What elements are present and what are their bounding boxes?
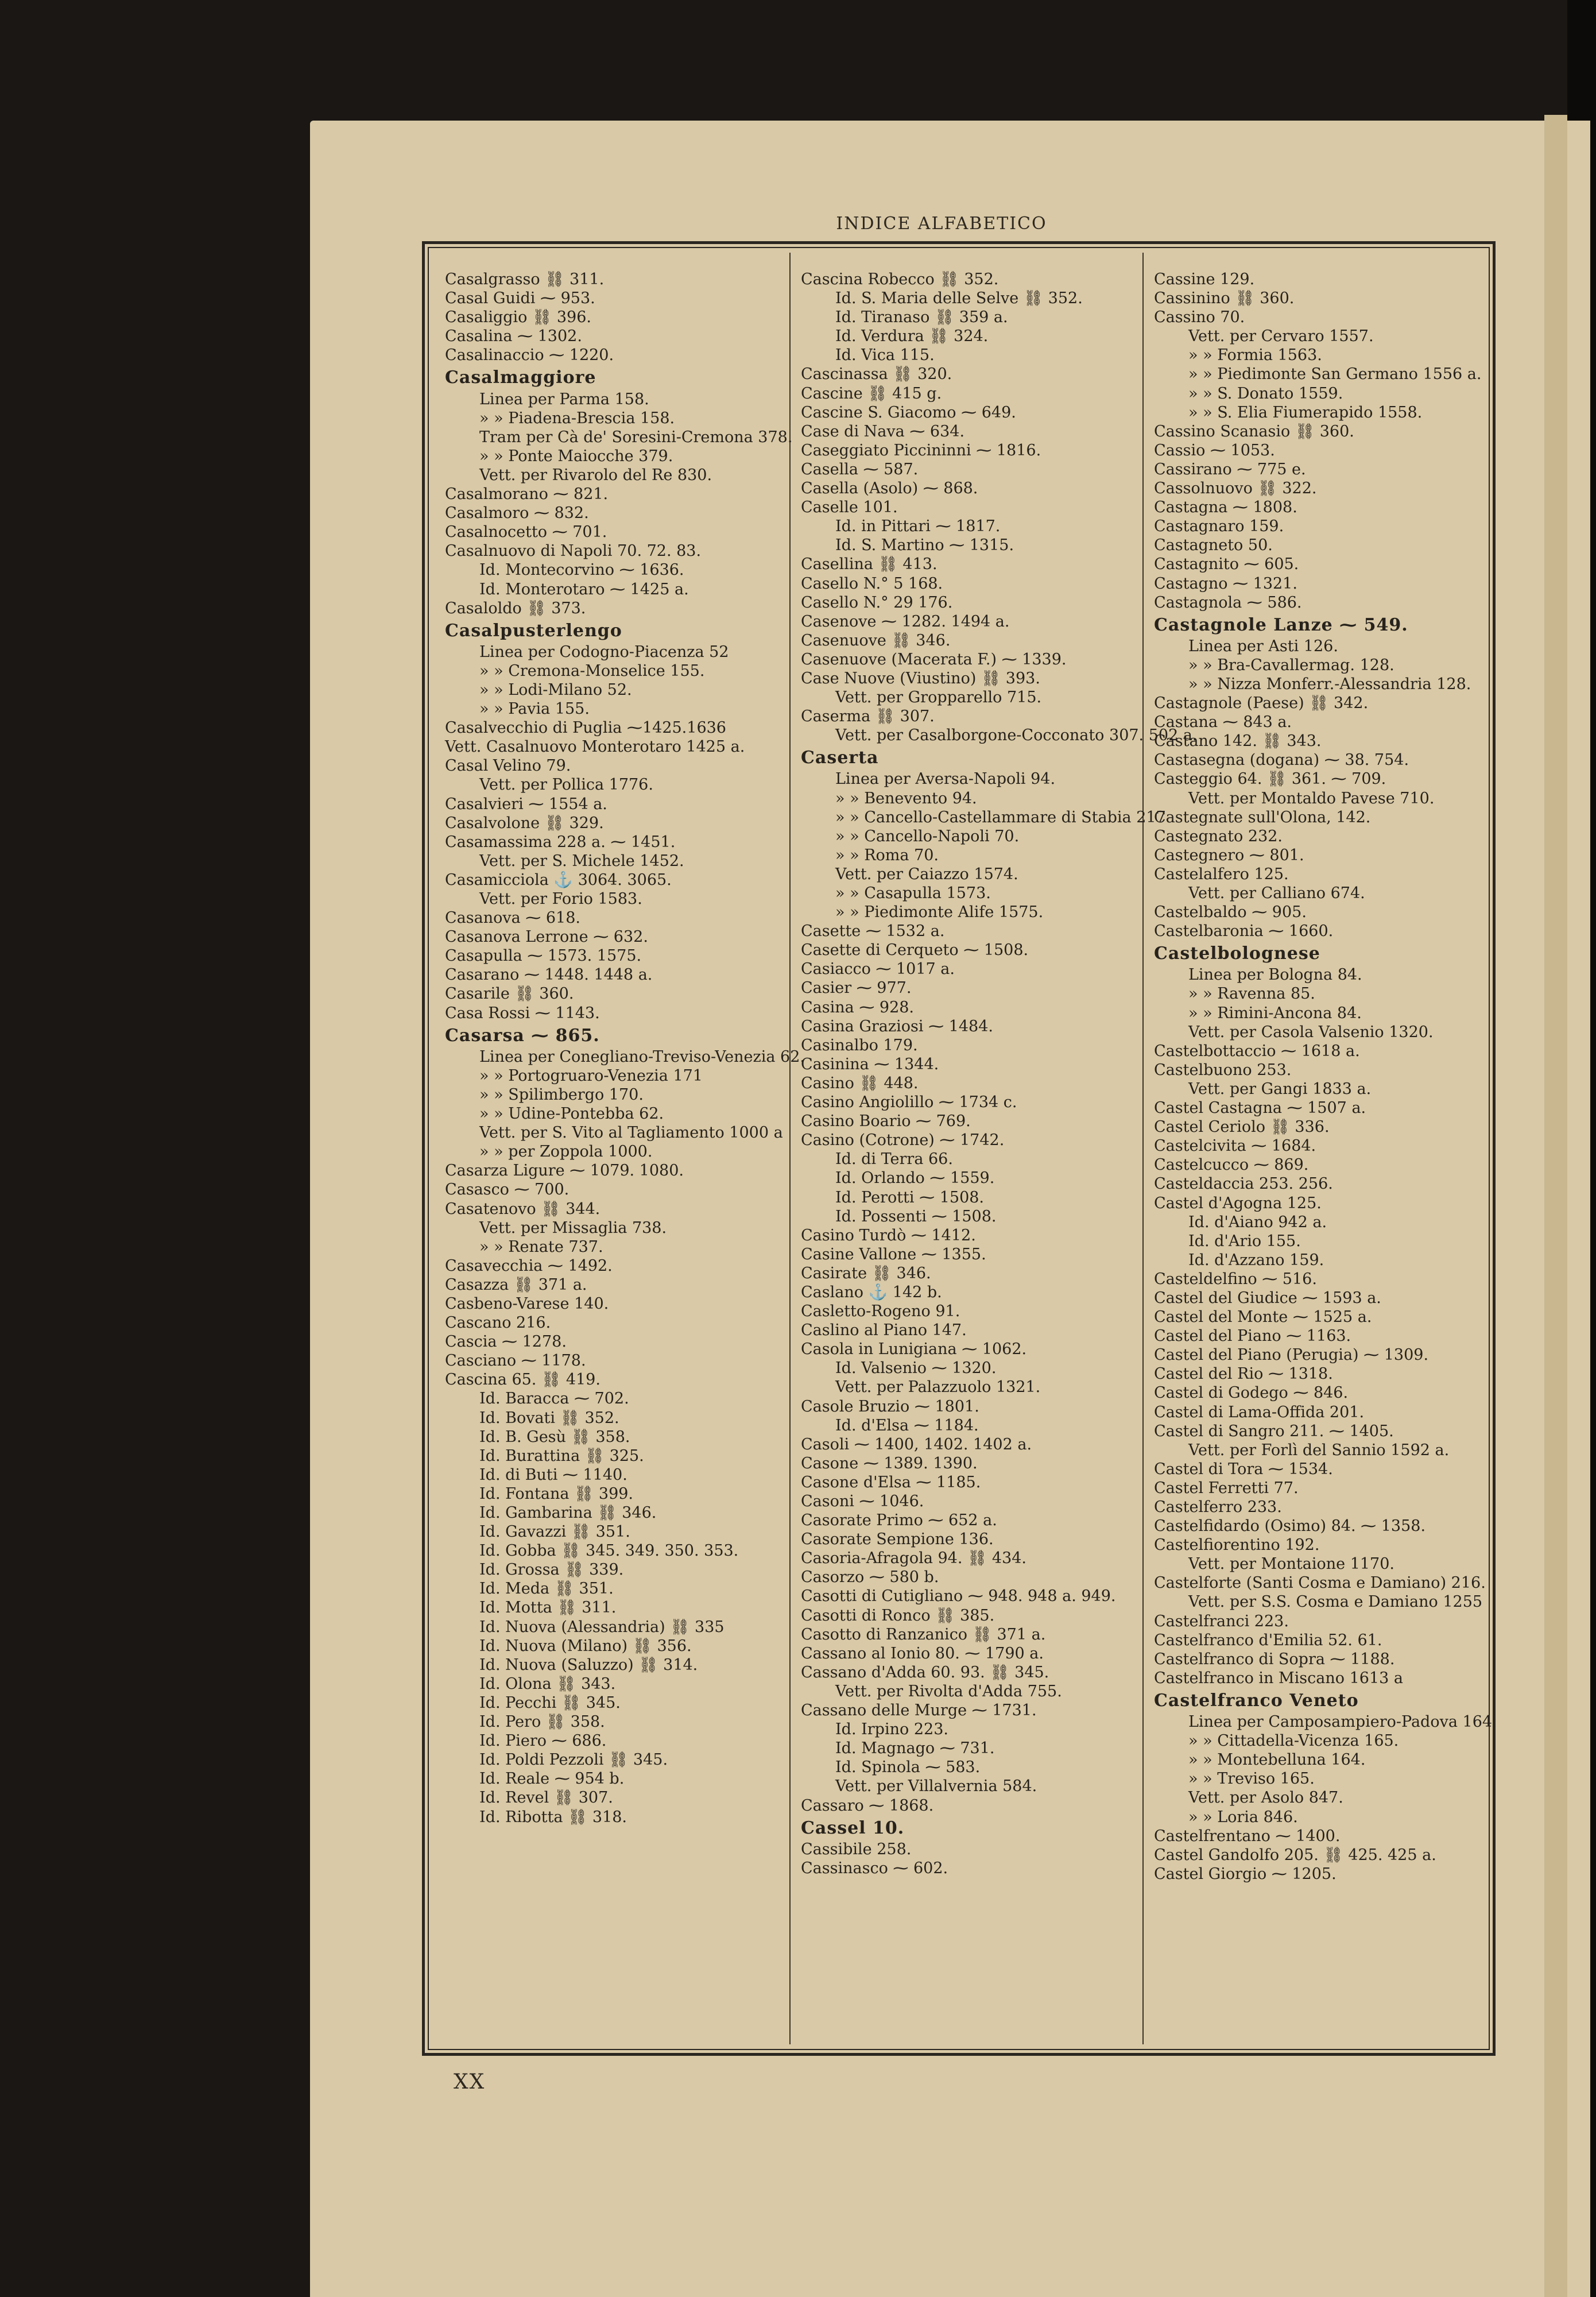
index-entry: Cassano d'Adda 60. 93. ⛓ 345. [801,1663,1049,1681]
index-entry: Id. Possenti ⁓ 1508. [835,1207,997,1225]
index-entry: Casazza ⛓ 371 a. [445,1275,587,1294]
index-entry: Id. Nuova (Milano) ⛓ 356. [479,1637,692,1655]
index-entry: Vett. per Montaione 1170. [1188,1555,1394,1573]
index-heading: Castelfranco Veneto [1154,1690,1359,1711]
index-entry: » » Cancello-Napoli 70. [835,827,1020,845]
index-entry: Id. Gobba ⛓ 345. 349. 350. 353. [479,1542,739,1560]
index-entry: Caslano ⚓ 142 b. [801,1283,942,1301]
index-entry: Linea per Parma 158. [479,390,649,408]
index-entry: Casinina ⁓ 1344. [801,1055,939,1073]
index-entry: Caselle 101. [801,498,898,517]
index-entry: » » Spilimbergo 170. [479,1085,644,1104]
index-entry: Cascinassa ⛓ 320. [801,365,952,384]
index-entry: Id. Magnago ⁓ 731. [835,1739,995,1758]
index-entry: Id. di Buti ⁓ 1140. [479,1465,627,1484]
index-entry: Casanova Lerrone ⁓ 632. [445,928,648,946]
index-entry: Id. d'Elsa ⁓ 1184. [835,1416,979,1434]
index-entry: Castegnato 232. [1154,827,1283,845]
index-entry: Casasco ⁓ 700. [445,1181,570,1199]
index-entry: Castana ⁓ 843 a. [1154,713,1292,732]
index-entry: Casaliggio ⛓ 396. [445,308,591,327]
index-entry: » » Benevento 94. [835,789,977,807]
index-entry: Casino Turdò ⁓ 1412. [801,1226,976,1244]
index-entry: Castel del Monte ⁓ 1525 a. [1154,1308,1372,1327]
index-entry: Castel Gandolfo 205. ⛓ 425. 425 a. [1154,1846,1436,1864]
index-entry: Id. Pecchi ⛓ 345. [479,1693,621,1712]
index-entry: Casone ⁓ 1389. 1390. [801,1454,978,1472]
index-entry: Castel Ceriolo ⛓ 336. [1154,1118,1330,1136]
index-entry: Casalnocetto ⁓ 701. [445,523,607,542]
index-entry: Casina Graziosi ⁓ 1484. [801,1017,993,1035]
index-entry: Casola in Lunigiana ⁓ 1062. [801,1340,1027,1359]
index-entry: Casamicciola ⚓ 3064. 3065. [445,871,672,889]
index-entry: Casette ⁓ 1532 a. [801,922,945,941]
index-entry: Vett. per Gangi 1833 a. [1188,1080,1372,1098]
index-entry: Cassio ⁓ 1053. [1154,441,1275,459]
index-entry: » » Lodi-Milano 52. [479,680,632,699]
index-entry: Casanova ⁓ 618. [445,909,580,927]
index-entry: » » S. Donato 1559. [1188,384,1343,403]
index-entry: Castasegna (dogana) ⁓ 38. 754. [1154,751,1409,769]
index-entry: Id. Verdura ⛓ 324. [835,327,989,346]
index-entry: Vett. per Calliano 674. [1188,884,1365,902]
index-entry: Castelcivita ⁓ 1684. [1154,1137,1316,1155]
index-entry: Casamassima 228 a. ⁓ 1451. [445,833,676,851]
index-entry: Vett. per Missaglia 738. [479,1219,667,1237]
index-entry: Castelfranco d'Emilia 52. 61. [1154,1631,1382,1649]
index-entry: Linea per Bologna 84. [1188,966,1362,984]
index-entry: Casiacco ⁓ 1017 a. [801,960,955,979]
index-entry: Casellina ⛓ 413. [801,555,938,574]
index-entry: Id. Gavazzi ⛓ 351. [479,1523,630,1541]
index-entry: Castel di Godego ⁓ 846. [1154,1384,1349,1402]
index-entry: Castelbottaccio ⁓ 1618 a. [1154,1042,1360,1060]
index-entry: Casarile ⛓ 360. [445,985,574,1003]
index-entry: Casal Guidi ⁓ 953. [445,289,595,308]
index-entry: Casalmorano ⁓ 821. [445,485,609,504]
index-entry: Cassinasco ⁓ 602. [801,1859,948,1877]
index-entry: Vett. per Cervaro 1557. [1188,327,1374,346]
index-entry: Castagno ⁓ 1321. [1154,574,1297,593]
index-entry: Castelfranco di Sopra ⁓ 1188. [1154,1650,1395,1668]
index-entry: Id. d'Azzano 159. [1188,1251,1324,1269]
index-entry: Casteggio 64. ⛓ 361. ⁓ 709. [1154,770,1386,788]
index-entry: Id. Vica 115. [835,346,935,365]
index-entry: Id. in Pittari ⁓ 1817. [835,517,1001,536]
index-entry: Castegnero ⁓ 801. [1154,846,1304,864]
index-entry: Castel di Tora ⁓ 1534. [1154,1460,1333,1478]
index-entry: Linea per Aversa-Napoli 94. [835,770,1056,788]
index-entry: Cassolnuovo ⛓ 322. [1154,479,1317,498]
index-entry: Casalvecchio di Puglia ⁓1425.1636 [445,719,726,737]
index-entry: Casenuove ⛓ 346. [801,631,951,649]
index-entry: Linea per Asti 126. [1188,637,1338,655]
index-entry: Casotti di Ronco ⛓ 385. [801,1606,995,1625]
index-entry: » » Formia 1563. [1188,346,1322,365]
index-entry: Castelbuono 253. [1154,1061,1292,1079]
index-entry: Id. Orlando ⁓ 1559. [835,1169,995,1188]
index-entry: Linea per Conegliano-Treviso-Venezia 62. [479,1047,805,1066]
index-entry: Id. Pero ⛓ 358. [479,1713,605,1731]
page-folio: XX [454,2070,486,2094]
index-entry: Casalinaccio ⁓ 1220. [445,346,614,365]
index-entry: Id. Nuova (Saluzzo) ⛓ 314. [479,1656,698,1674]
index-entry: Cassano al Ionio 80. ⁓ 1790 a. [801,1644,1044,1662]
index-entry: Castel d'Agogna 125. [1154,1194,1322,1212]
index-entry: » » Casapulla 1573. [835,884,991,902]
index-entry: Casciano ⁓ 1178. [445,1352,586,1370]
index-entry: Vett. per Montaldo Pavese 710. [1188,789,1435,807]
index-entry: » » per Zoppola 1000. [479,1143,653,1161]
index-entry: Castelfiorentino 192. [1154,1536,1320,1554]
index-entry: Id. Tiranaso ⛓ 359 a. [835,308,1008,327]
index-entry: Casorate Sempione 136. [801,1530,994,1549]
index-entry: Vett. per Asolo 847. [1188,1789,1343,1807]
index-entry: » » Ravenna 85. [1188,985,1315,1003]
page-header: INDICE ALFABETICO [836,214,1047,234]
index-heading: Caserta [801,748,879,768]
index-entry: Castano 142. ⛓ 343. [1154,732,1322,751]
index-entry: Vett. per S. Michele 1452. [479,852,684,870]
index-entry: Castelforte (Santi Cosma e Damiano) 216. [1154,1574,1486,1592]
index-entry: Casteldaccia 253. 256. [1154,1175,1333,1193]
index-entry: Castel del Giudice ⁓ 1593 a. [1154,1289,1381,1307]
index-entry: Id. Grossa ⛓ 339. [479,1561,624,1579]
page-inner-edge [1544,115,1567,2297]
index-entry: Castel Ferretti 77. [1154,1479,1299,1497]
index-entry: Id. Motta ⛓ 311. [479,1599,617,1617]
index-entry: » » Ponte Maiocche 379. [479,447,673,465]
index-entry: Castagnaro 159. [1154,517,1284,536]
index-entry: Casapulla ⁓ 1573. 1575. [445,947,642,965]
index-entry: Casinalbo 179. [801,1036,918,1054]
index-entry: Castagna ⁓ 1808. [1154,498,1297,517]
index-entry: Castelfranci 223. [1154,1612,1289,1630]
index-entry: » » Bra-Cavallermag. 128. [1188,656,1394,674]
index-entry: Id. Revel ⛓ 307. [479,1789,613,1807]
index-entry: Vett. per Pollica 1776. [479,776,653,794]
index-column-1 [445,270,805,2039]
index-entry: Casorate Primo ⁓ 652 a. [801,1511,997,1530]
index-entry: Casino ⛓ 448. [801,1074,919,1092]
index-entry: Casole Bruzio ⁓ 1801. [801,1397,979,1416]
index-entry: Id. S. Martino ⁓ 1315. [835,536,1014,555]
index-entry: » » Pavia 155. [479,700,590,718]
index-entry: Casalgrasso ⛓ 311. [445,270,605,288]
index-entry: Cassirano ⁓ 775 e. [1154,460,1306,478]
index-entry: Casotto di Ranzanico ⛓ 371 a. [801,1625,1046,1644]
index-entry: Vett. per S.S. Cosma e Damiano 1255 [1188,1593,1483,1611]
index-entry: Casalvolone ⛓ 329. [445,814,604,832]
index-entry: » » Treviso 165. [1188,1770,1315,1788]
index-entry: Id. d'Aiano 942 a. [1188,1213,1327,1231]
index-entry: Casoni ⁓ 1046. [801,1492,924,1510]
index-entry: » » Udine-Pontebba 62. [479,1105,664,1123]
index-entry: Casino (Cotrone) ⁓ 1742. [801,1131,1005,1150]
index-heading: Castelbolognese [1154,943,1320,964]
index-entry: Id. Bovati ⛓ 352. [479,1409,619,1427]
index-entry: Id. Perotti ⁓ 1508. [835,1188,985,1206]
index-entry: » » Rimini-Ancona 84. [1188,1004,1362,1022]
index-entry: Cassine 129. [1154,270,1255,288]
index-heading: Castagnole Lanze ⁓ 549. [1154,614,1408,635]
index-entry: Id. Olona ⛓ 343. [479,1675,616,1693]
index-entry: Castegnate sull'Olona, 142. [1154,808,1371,826]
index-entry: Castel di Lama-Offida 201. [1154,1403,1365,1421]
index-entry: Id. Meda ⛓ 351. [479,1580,614,1598]
column-separator [789,253,791,2044]
index-entry: Casal Velino 79. [445,757,571,775]
index-entry: Id. Poldi Pezzoli ⛓ 345. [479,1751,668,1769]
index-entry: Casina ⁓ 928. [801,998,915,1016]
index-entry: Casier ⁓ 977. [801,979,912,997]
index-entry: Castelfidardo (Osimo) 84. ⁓ 1358. [1154,1517,1426,1536]
index-entry: Casalvieri ⁓ 1554 a. [445,795,607,813]
index-entry: Casalnuovo di Napoli 70. 72. 83. [445,542,702,560]
index-heading: Casalpusterlengo [445,620,622,641]
index-entry: Vett. per Casalborgone-Cocconato 307. 502 a. [835,726,1198,745]
index-entry: » » Cancello-Castellammare di Stabia 217 [835,808,1166,826]
index-entry: Castelalfero 125. [1154,865,1289,883]
index-entry: » » Renate 737. [479,1238,603,1256]
index-entry: Casino Angiolillo ⁓ 1734 c. [801,1093,1017,1112]
index-entry: Cassibile 258. [801,1840,912,1858]
index-entry: Castel Castagna ⁓ 1507 a. [1154,1099,1366,1117]
index-entry: Id. Piero ⁓ 686. [479,1732,607,1750]
index-entry: Vett. per Villalvernia 584. [835,1777,1037,1796]
index-entry: Id. Reale ⁓ 954 b. [479,1770,625,1788]
index-entry: Casenove ⁓ 1282. 1494 a. [801,612,1010,631]
index-entry: Casello N.° 5 168. [801,574,943,593]
index-entry: Castagnola ⁓ 586. [1154,593,1302,612]
index-entry: Casa Rossi ⁓ 1143. [445,1004,600,1022]
index-entry: Castel del Rio ⁓ 1318. [1154,1365,1333,1383]
index-entry: Id. Spinola ⁓ 583. [835,1758,981,1777]
index-entry: Id. di Terra 66. [835,1150,953,1169]
index-entry: Casbeno-Varese 140. [445,1294,609,1313]
index-entry: Id. Montecorvino ⁓ 1636. [479,561,684,579]
index-entry: Id. Monterotaro ⁓ 1425 a. [479,580,689,598]
index-entry: Castagneto 50. [1154,536,1273,555]
index-entry: Casoria-Afragola 94. ⛓ 434. [801,1549,1027,1568]
index-entry: Id. Burattina ⛓ 325. [479,1447,644,1465]
index-entry: Vett. per Gropparello 715. [835,689,1042,707]
index-heading: Casarsa ⁓ 865. [445,1025,600,1046]
index-entry: Vett. per Casola Valsenio 1320. [1188,1023,1434,1041]
index-entry: Casarano ⁓ 1448. 1448 a. [445,966,653,984]
index-entry: Casavecchia ⁓ 1492. [445,1256,613,1275]
index-entry: Id. Irpino 223. [835,1720,948,1739]
index-entry: Castelfranco in Miscano 1613 a [1154,1669,1404,1687]
index-entry: Cascine ⛓ 415 g. [801,384,942,403]
index-entry: » » Cremona-Monselice 155. [479,662,705,680]
index-entry: Case Nuove (Viustino) ⛓ 393. [801,669,1040,687]
index-entry: Casteldelfino ⁓ 516. [1154,1270,1317,1288]
index-entry: Vett. per Palazzuolo 1321. [835,1378,1041,1397]
index-entry: » » Roma 70. [835,846,939,864]
index-entry: Casarza Ligure ⁓ 1079. 1080. [445,1162,684,1180]
index-entry: Caslino al Piano 147. [801,1321,967,1340]
index-entry: Casine Vallone ⁓ 1355. [801,1245,986,1263]
index-column-3 [1154,270,1498,2039]
index-heading: Cassel 10. [801,1818,905,1838]
index-entry: Castel Giorgio ⁓ 1205. [1154,1865,1337,1883]
index-entry: Casino Boario ⁓ 769. [801,1112,971,1131]
index-entry: Castel del Piano (Perugia) ⁓ 1309. [1154,1346,1429,1364]
index-entry: » » Piedimonte Alife 1575. [835,903,1044,922]
index-entry: Id. B. Gesù ⛓ 358. [479,1428,630,1446]
index-entry: Vett. Casalnuovo Monterotaro 1425 a. [445,738,745,756]
index-entry: Casalina ⁓ 1302. [445,327,582,346]
index-entry: Cassaro ⁓ 1868. [801,1796,934,1815]
index-entry: Vett. per S. Vito al Tagliamento 1000 a [479,1124,783,1142]
index-entry: Casoli ⁓ 1400, 1402. 1402 a. [801,1435,1032,1453]
index-entry: Cascano 216. [445,1314,551,1332]
index-entry: » » Loria 846. [1188,1808,1298,1826]
index-entry: Vett. per Caiazzo 1574. [835,865,1018,883]
index-entry: » » Piedimonte San Germano 1556 a. [1188,365,1482,384]
index-entry: Casletto-Rogeno 91. [801,1302,960,1321]
index-entry: » » Cittadella-Vicenza 165. [1188,1732,1399,1750]
index-entry: Cassano delle Murge ⁓ 1731. [801,1702,1037,1720]
index-entry: Casette di Cerqueto ⁓ 1508. [801,941,1029,960]
index-entry: Castagnole (Paese) ⛓ 342. [1154,694,1369,713]
index-entry: Vett. per Rivarolo del Re 830. [479,466,712,484]
index-entry: Casella (Asolo) ⁓ 868. [801,479,978,498]
index-entry: Castelfrentano ⁓ 1400. [1154,1827,1341,1845]
index-entry: Casalmoro ⁓ 832. [445,504,589,523]
index-entry: Vett. per Forio 1583. [479,890,642,908]
index-entry: Cascia ⁓ 1278. [445,1333,567,1351]
index-entry: Cassino Scanasio ⛓ 360. [1154,422,1354,440]
index-entry: Casotti di Cutigliano ⁓ 948. 948 a. 949. [801,1587,1116,1606]
index-entry: Tram per Cà de' Soresini-Cremona 378. [479,428,793,446]
index-entry: Cassinino ⛓ 360. [1154,289,1295,308]
index-column-2 [801,270,1198,2039]
index-entry: Casirate ⛓ 346. [801,1264,931,1282]
index-entry: Id. Ribotta ⛓ 318. [479,1808,627,1826]
index-entry: Id. d'Ario 155. [1188,1232,1301,1250]
index-entry: Cassino 70. [1154,308,1245,327]
index-entry: » » Nizza Monferr.-Alessandria 128. [1188,675,1471,693]
index-entry: Vett. per Forlì del Sannio 1592 a. [1188,1441,1450,1459]
index-entry: Id. Gambarina ⛓ 346. [479,1504,657,1522]
index-entry: Id. Fontana ⛓ 399. [479,1484,634,1503]
index-entry: Castel di Sangro 211. ⁓ 1405. [1154,1422,1394,1440]
index-entry: Castelcucco ⁓ 869. [1154,1156,1309,1174]
index-entry: Casatenovo ⛓ 344. [445,1200,601,1218]
index-entry: Caserma ⛓ 307. [801,707,935,726]
index-entry: Casella ⁓ 587. [801,460,919,478]
index-entry: Caseggiato Piccininni ⁓ 1816. [801,441,1041,459]
index-entry: » » S. Elia Fiumerapido 1558. [1188,403,1423,421]
index-entry: Castelbaldo ⁓ 905. [1154,903,1307,922]
index-entry: Vett. per Rivolta d'Adda 755. [835,1682,1062,1700]
index-entry: Id. Baracca ⁓ 702. [479,1390,629,1408]
index-entry: Castagnito ⁓ 605. [1154,555,1299,574]
index-heading: Casalmaggiore [445,368,596,388]
index-entry: Linea per Codogno-Piacenza 52 [479,643,729,661]
index-entry: Castel del Piano ⁓ 1163. [1154,1327,1351,1345]
index-entry: » » Montebelluna 164. [1188,1751,1366,1769]
index-entry: » » Piadena-Brescia 158. [479,409,675,427]
index-entry: Casaloldo ⛓ 373. [445,599,586,617]
index-entry: Cascina 65. ⛓ 419. [445,1371,601,1389]
index-entry: » » Portogruaro-Venezia 171 [479,1066,703,1085]
index-entry: Castelbaronia ⁓ 1660. [1154,922,1334,941]
index-entry: Cascine S. Giacomo ⁓ 649. [801,403,1016,421]
index-entry: Castelferro 233. [1154,1498,1282,1516]
index-entry: Casorzo ⁓ 580 b. [801,1568,939,1587]
index-entry: Linea per Camposampiero-Padova 164 [1188,1713,1493,1731]
index-entry: Id. S. Maria delle Selve ⛓ 352. [835,289,1083,308]
index-entry: Casone d'Elsa ⁓ 1185. [801,1473,981,1491]
index-entry: Casello N.° 29 176. [801,593,953,612]
index-entry: Case di Nava ⁓ 634. [801,422,965,440]
index-entry: Id. Nuova (Alessandria) ⛓ 335 [479,1618,725,1636]
index-entry: Cascina Robecco ⛓ 352. [801,270,999,288]
index-entry: Casenuove (Macerata F.) ⁓ 1339. [801,650,1067,668]
index-entry: Id. Valsenio ⁓ 1320. [835,1359,997,1378]
